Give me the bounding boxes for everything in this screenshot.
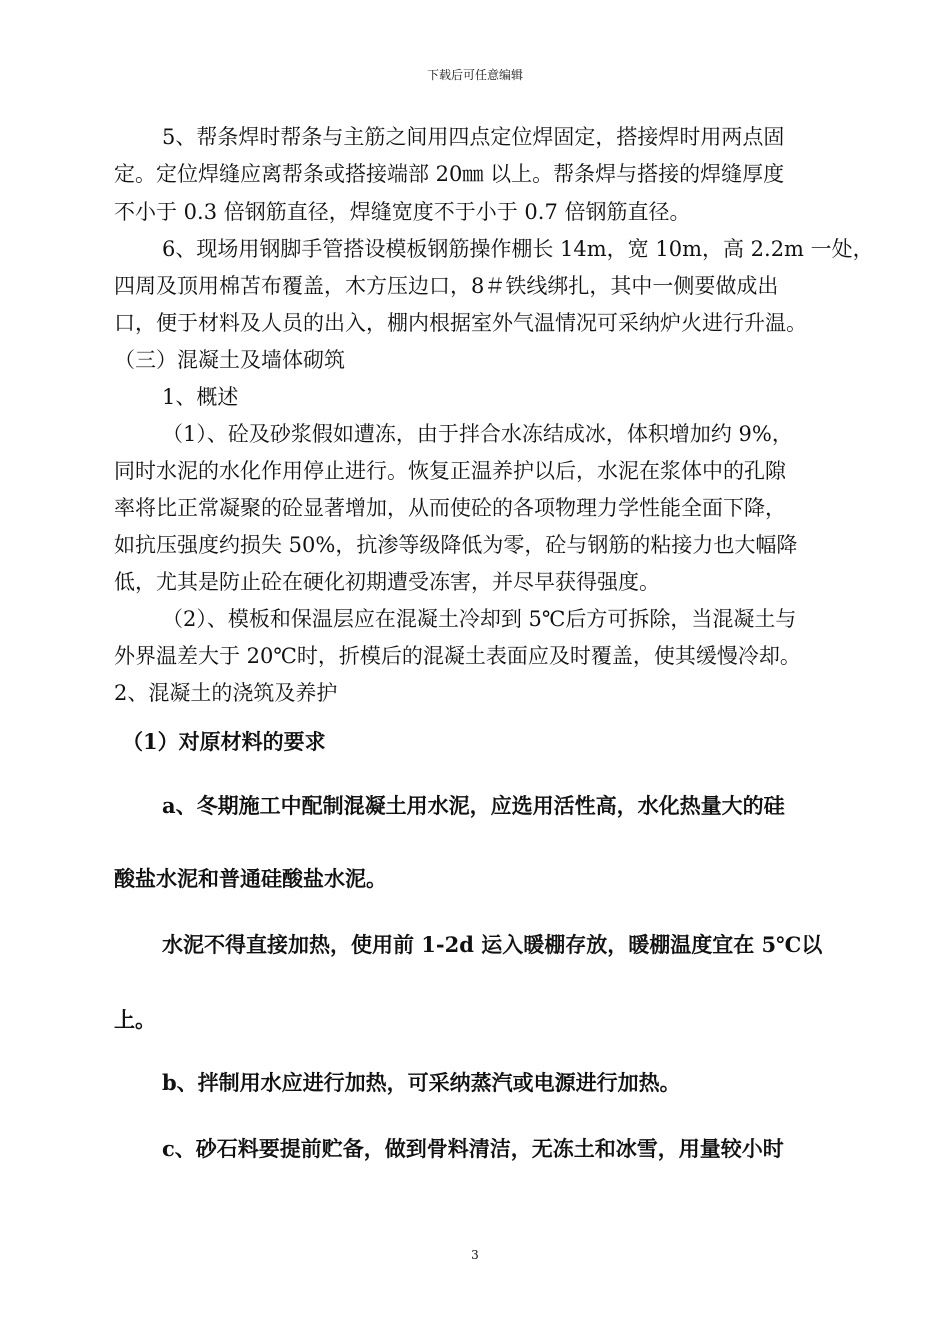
body-line: 同时水泥的水化作用停止进行。恢复正温养护以后，水泥在浆体中的孔隙: [114, 459, 786, 483]
body-line: a、冬期施工中配制混凝土用水泥，应选用活性高，水化热量大的硅: [162, 793, 785, 818]
body-line: 口，便于材料及人员的出入，棚内根据室外气温情况可采纳炉火进行升温。: [114, 311, 807, 335]
page-number: 3: [471, 1248, 479, 1262]
section-heading: （三）混凝土及墙体砌筑: [114, 348, 345, 372]
body-line: 水泥不得直接加热，使用前 1-2d 运入暖棚存放，暖棚温度宜在 5℃以: [162, 932, 823, 957]
body-line: 上。: [114, 1007, 156, 1032]
body-line: b、拌制用水应进行加热，可采纳蒸汽或电源进行加热。: [162, 1070, 681, 1095]
subsection-heading: 2、混凝土的浇筑及养护: [114, 681, 338, 705]
body-line: （2）、模板和保温层应在混凝土冷却到 5℃后方可拆除，当混凝土与: [162, 607, 797, 631]
body-line: 如抗压强度约损失 50%，抗渗等级降低为零，砼与钢筋的粘接力也大幅降: [114, 533, 798, 557]
body-line: 定。定位焊缝应离帮条或搭接端部 20㎜ 以上。帮条焊与搭接的焊缝厚度: [114, 162, 785, 186]
body-line: 低，尤其是防止砼在硬化初期遭受冻害，并尽早获得强度。: [114, 570, 660, 594]
page-header: 下载后可任意编辑: [426, 68, 523, 82]
body-line: 酸盐水泥和普通硅酸盐水泥。: [114, 866, 387, 891]
body-line: c、砂石料要提前贮备，做到骨料清洁，无冻土和冰雪，用量较小时: [162, 1136, 784, 1161]
body-line: （1）、砼及砂浆假如遭冻，由于拌合水冻结成冰，体积增加约 9%，: [162, 422, 793, 446]
body-line: 四周及顶用棉苫布覆盖，木方压边口，8＃铁线绑扎，其中一侧要做成出: [114, 274, 779, 298]
body-line: 不小于 0.3 倍钢筋直径，焊缝宽度不于小于 0.7 倍钢筋直径。: [114, 200, 691, 224]
body-line: 率将比正常凝聚的砼显著增加，从而使砼的各项物理力学性能全面下降，: [114, 496, 786, 520]
body-line: 5、帮条焊时帮条与主筋之间用四点定位焊固定，搭接焊时用两点固: [162, 125, 785, 149]
body-line: 外界温差大于 20℃时，折模后的混凝土表面应及时覆盖，使其缓慢冷却。: [114, 644, 801, 668]
subsection-heading: （1）对原材料的要求: [122, 729, 326, 754]
body-line: 6、现场用钢脚手管搭设模板钢筋操作棚长 14m，宽 10m，高 2.2m 一处，: [162, 237, 874, 261]
subsection-heading: 1、概述: [162, 385, 239, 409]
